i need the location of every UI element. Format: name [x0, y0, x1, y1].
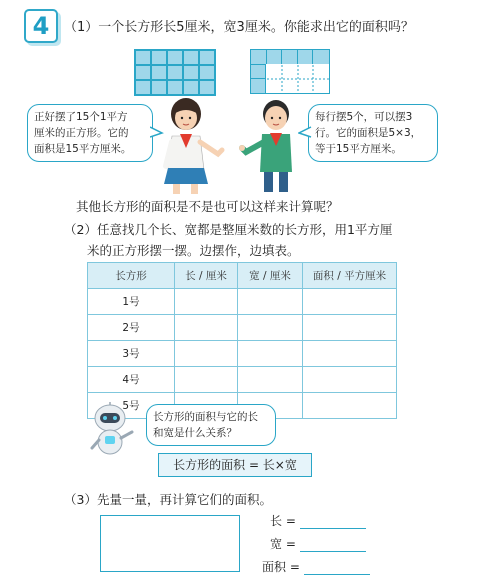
table-row — [88, 341, 397, 367]
area-cell[interactable] — [303, 367, 397, 393]
unit-square — [199, 50, 215, 65]
unit-square — [183, 80, 199, 95]
length-cell[interactable] — [175, 367, 238, 393]
header-length: 长 / 厘米 — [175, 263, 238, 289]
length-label: 长 = — [270, 514, 296, 528]
width-answer — [270, 535, 366, 552]
unit-square — [135, 50, 151, 65]
measure-rectangle — [100, 515, 240, 572]
width-cell[interactable] — [238, 289, 303, 315]
bubble-text: 等于15平方厘米。 — [315, 143, 402, 155]
unit-square — [199, 65, 215, 80]
rectangle-table — [87, 262, 397, 419]
speech-bubble-boy — [308, 104, 438, 162]
tiled-rectangle-full — [134, 49, 216, 96]
unit-square — [135, 80, 151, 95]
area-cell[interactable] — [303, 341, 397, 367]
header-rectangle: 长方形 — [88, 263, 175, 289]
table-row — [88, 315, 397, 341]
tiled-rectangle-partial — [250, 49, 330, 94]
unit-square — [167, 65, 183, 80]
unit-square — [151, 50, 167, 65]
row-label: 5号 — [88, 393, 175, 419]
bubble-text: 和宽是什么关系？ — [153, 427, 237, 439]
length-answer — [270, 512, 366, 529]
header-area: 面积 / 平方厘米 — [303, 263, 397, 289]
length-cell[interactable] — [175, 341, 238, 367]
problem-number-badge: 4 — [24, 9, 58, 43]
area-label: 面积 = — [262, 560, 300, 574]
bubble-text: 正好摆了15个1平方 — [34, 111, 128, 123]
unit-square — [199, 80, 215, 95]
unit-square — [167, 80, 183, 95]
unit-square — [167, 50, 183, 65]
unit-square — [183, 50, 199, 65]
length-cell[interactable] — [175, 315, 238, 341]
width-blank[interactable] — [300, 538, 366, 552]
bubble-text: 面积是15平方厘米。 — [34, 143, 132, 155]
bubble-text: 长方形的面积与它的长 — [153, 411, 258, 423]
unit-square — [151, 80, 167, 95]
unit-square — [151, 65, 167, 80]
width-cell[interactable] — [238, 315, 303, 341]
part3-question: （3）先量一量，再计算它们的面积。 — [64, 492, 272, 507]
header-width: 宽 / 厘米 — [238, 263, 303, 289]
bubble-text: 每行摆5个，可以摆3 — [315, 111, 413, 123]
row-label: 4号 — [88, 367, 175, 393]
bubble-tail — [298, 125, 312, 139]
speech-bubble-girl — [27, 104, 153, 162]
row-label: 2号 — [88, 315, 175, 341]
other-rectangles-question: 其他长方形的面积是不是也可以这样来计算呢？ — [76, 199, 339, 214]
part2-line1: （2）任意找几个长、宽都是整厘米数的长方形，用1平方厘 — [64, 222, 393, 237]
table-header-row — [88, 263, 397, 289]
girl-illustration — [158, 96, 230, 194]
table-row — [88, 367, 397, 393]
speech-bubble-robot — [146, 404, 276, 446]
length-blank[interactable] — [300, 515, 366, 529]
part1-question: （1）一个长方形长5厘米，宽3厘米。你能求出它的面积吗？ — [64, 20, 414, 35]
boy-illustration — [236, 96, 306, 194]
unit-square — [135, 65, 151, 80]
width-cell[interactable] — [238, 341, 303, 367]
row-label: 1号 — [88, 289, 175, 315]
width-cell[interactable] — [238, 367, 303, 393]
robot-illustration — [88, 402, 138, 458]
bubble-text: 厘米的正方形。它的 — [34, 127, 129, 139]
area-formula-box: 长方形的面积 = 长×宽 — [158, 453, 312, 477]
unit-square — [183, 65, 199, 80]
area-cell[interactable] — [303, 393, 397, 419]
row-label: 3号 — [88, 341, 175, 367]
area-answer — [262, 558, 370, 575]
table-row — [88, 289, 397, 315]
bubble-text: 行。它的面积是5×3， — [315, 127, 422, 139]
dashed-grid-lines — [251, 50, 331, 95]
area-cell[interactable] — [303, 289, 397, 315]
width-label: 宽 = — [270, 537, 296, 551]
part2-line2: 米的正方形摆一摆。边摆作，边填表。 — [87, 243, 300, 258]
area-cell[interactable] — [303, 315, 397, 341]
area-blank[interactable] — [304, 561, 370, 575]
length-cell[interactable] — [175, 289, 238, 315]
